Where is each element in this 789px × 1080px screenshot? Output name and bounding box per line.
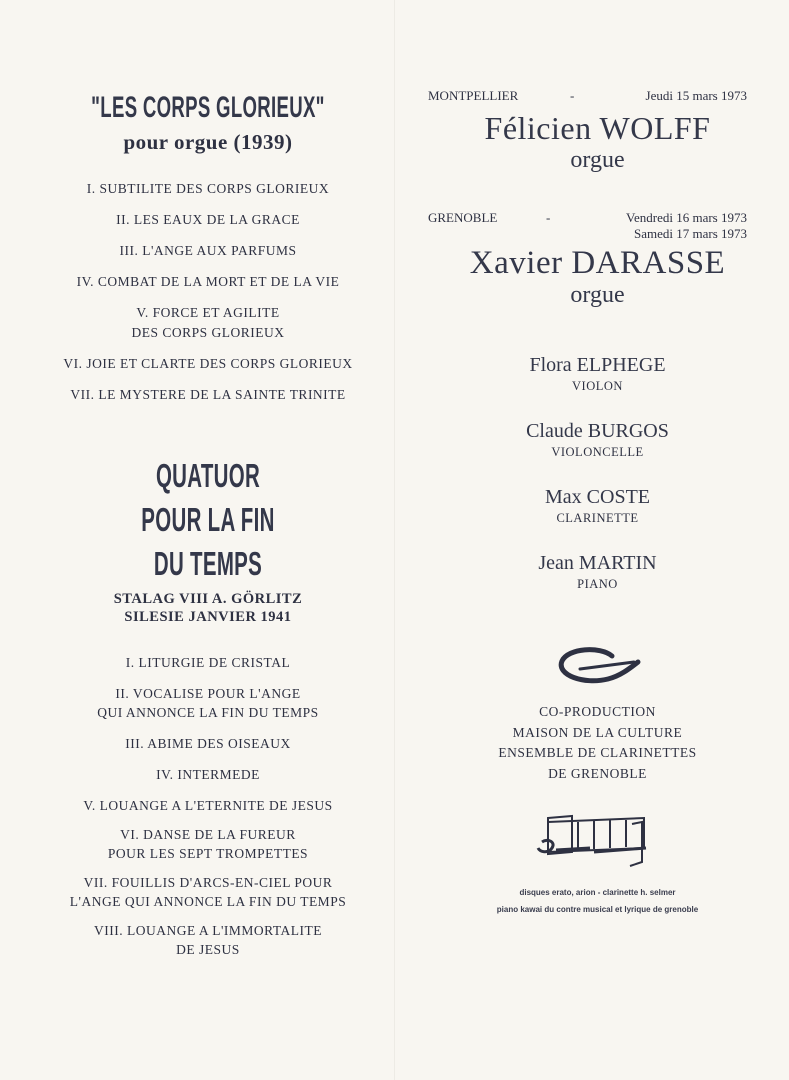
movement: V. FORCE ET AGILITE	[136, 305, 280, 320]
movement: L'ANGE QUI ANNONCE LA FIN DU TEMPS	[69, 894, 347, 909]
movement: VI. JOIE ET CLARTE DES CORPS GLORIEUX	[63, 356, 353, 371]
concert2-date2: Samedi 17 mars 1973	[633, 226, 747, 241]
concert2-city: GRENOBLE	[428, 210, 498, 225]
maison-culture-logo	[430, 645, 765, 693]
credit-line: DE GRENOBLE	[548, 765, 647, 781]
musician-name: Jean MARTIN	[538, 552, 657, 574]
concert1-city: MONTPELLIER	[428, 88, 519, 103]
work2-title-line: POUR LA FIN	[141, 501, 275, 538]
musician-name: Flora ELPHEGE	[529, 354, 666, 376]
work2-title-line: DU TEMPS	[153, 545, 263, 582]
concert2-dateline-2	[420, 226, 765, 242]
work2-subtitle-line: STALAG VIII A. GÖRLITZ	[113, 591, 303, 607]
concert1-performer: Félicien WOLFF	[484, 110, 711, 146]
movement: III. ABIME DES OISEAUX	[125, 736, 291, 751]
ensemble-logo	[422, 812, 765, 878]
credit-line: CO-PRODUCTION	[539, 704, 656, 719]
movement: II. LES EAUX DE LA GRACE	[116, 212, 300, 227]
concert2-instrument: orgue	[570, 282, 625, 308]
movement: II. VOCALISE POUR L'ANGE	[115, 686, 301, 701]
work1-movements	[18, 180, 398, 404]
concert1-dateline	[420, 88, 765, 104]
concert2-performer: Xavier DARASSE	[469, 245, 726, 281]
movement: POUR LES SEPT TROMPETTES	[107, 846, 309, 861]
credit-line: MAISON DE LA CULTURE	[512, 724, 683, 740]
movement: IV. INTERMEDE	[156, 767, 260, 782]
work1-subtitle: pour orgue (1939)	[123, 130, 293, 154]
movement: DES CORPS GLORIEUX	[131, 325, 285, 340]
movement: DE JESUS	[176, 942, 240, 957]
concert1-date: Jeudi 15 mars 1973	[645, 88, 747, 103]
footer-line: disques erato, arion - clarinette h. selmer	[519, 888, 676, 897]
concert1-instrument: orgue	[570, 147, 625, 173]
right-column	[420, 88, 765, 918]
movement: VI. DANSE DE LA FUREUR	[120, 827, 296, 842]
movement: QUI ANNONCE LA FIN DU TEMPS	[97, 705, 319, 720]
work2-subtitle	[18, 590, 398, 626]
musician-name: Max COSTE	[545, 486, 650, 508]
movement: III. L'ANGE AUX PARFUMS	[119, 243, 297, 258]
work2-title	[18, 454, 398, 586]
movement: V. LOUANGE A L'ETERNITE DE JESUS	[83, 798, 333, 813]
musician-instrument: VIOLON	[572, 379, 623, 393]
movement: I. SUBTILITE DES CORPS GLORIEUX	[86, 181, 330, 196]
work2-movements	[18, 654, 398, 959]
concert2-date1: Vendredi 16 mars 1973	[626, 210, 747, 225]
musician-instrument: CLARINETTE	[556, 511, 639, 525]
musicians-list	[430, 353, 765, 593]
work2-subtitle-line: SILESIE JANVIER 1941	[124, 609, 292, 625]
concert2-dateline	[420, 210, 765, 226]
movement: VII. FOUILLIS D'ARCS-EN-CIEL POUR	[83, 875, 333, 890]
maison-culture-logo-icon	[550, 645, 646, 689]
credit-line: ENSEMBLE DE CLARINETTES	[498, 745, 697, 760]
credits-block	[430, 702, 765, 784]
movement: VIII. LOUANGE A L'IMMORTALITE	[93, 923, 322, 938]
musician-instrument: PIANO	[577, 577, 618, 591]
footer-line: piano kawai du contre musical et lyrique de grenoble	[496, 905, 699, 914]
movement: VII. LE MYSTERE DE LA SAINTE TRINITE	[70, 387, 346, 402]
ensemble-clarinet-logo-icon	[534, 812, 654, 874]
work1-title: "LES CORPS GLORIEUX"	[91, 91, 325, 124]
left-column	[18, 88, 398, 959]
musician-instrument: VIOLONCELLE	[551, 445, 644, 459]
musician-name: Claude BURGOS	[526, 420, 669, 442]
movement: I. LITURGIE DE CRISTAL	[125, 655, 291, 670]
concert2-dash: -	[546, 210, 551, 225]
work2-title-line: QUATUOR	[155, 457, 261, 494]
movement: IV. COMBAT DE LA MORT ET DE LA VIE	[76, 274, 340, 289]
concert1-dash: -	[570, 88, 575, 103]
footer-credits	[430, 884, 765, 918]
